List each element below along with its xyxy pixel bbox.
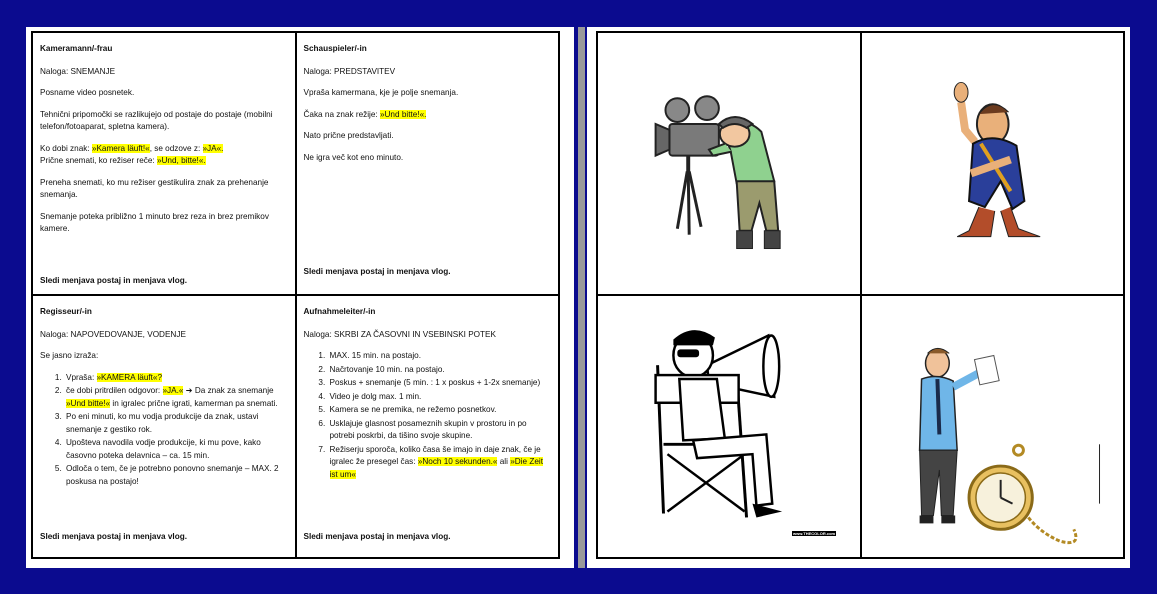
text-span: Čaka na znak režije:	[303, 109, 380, 119]
text-span: in igralec prične igrati, kamerman pa snemati.	[110, 398, 278, 408]
text-span: če dobi pritrdilen odgovor:	[66, 386, 163, 395]
timekeeper-illustration-cell	[861, 295, 1125, 558]
highlighted-phrase: »Und, bitte!«.	[156, 156, 206, 165]
list-item: 5. Kamera se ne premika, ne režemo posnetkov.	[328, 404, 553, 417]
list-item: 3. Poskus + snemanje (5 min. : 1 x poskus + 1-2x snemanje)	[328, 377, 553, 390]
card-footer: Sledi menjava postaj in menjava vlog.	[303, 266, 451, 276]
card-paragraph	[304, 109, 553, 122]
text-span: Prične snemati, ko režiser reče:	[40, 156, 157, 165]
card-paragraph: Posname video posnetek.	[40, 88, 135, 97]
list-item: 5. Odloča o tem, če je potrebno ponovno snemanje – MAX. 2 poskusa na postajo!	[64, 463, 289, 488]
list-item: 1. MAX. 15 min. na postajo.	[328, 350, 553, 363]
recorder-steps-list	[304, 350, 553, 481]
card-title: Aufnahmeleiter/-in	[303, 307, 376, 316]
highlighted-phrase: »Noch 10 sekunden.«	[417, 457, 498, 466]
card-paragraph: Se jasno izraža:	[40, 351, 99, 360]
timekeeper-illustration	[862, 296, 1124, 557]
card-task: Naloga: NAPOVEDOVANJE, VODENJE	[40, 329, 186, 339]
card-paragraph: Vpraša kamermana, kje je polje snemanja.	[303, 88, 459, 97]
director-illustration	[598, 296, 860, 557]
highlighted-phrase: »Und bitte!«.	[379, 109, 427, 119]
director-illustration-cell	[597, 295, 861, 558]
highlighted-phrase: »Kamera läuft!«	[91, 143, 150, 153]
highlighted-phrase: »Die Zeit ist um«	[329, 457, 543, 479]
highlighted-phrase: »JA«.	[202, 143, 224, 153]
list-item: 4. Upošteva navodila vodje produkcije, ki mu pove, kako časovno poteka delavnica – ca. 15 min.	[64, 437, 289, 462]
card-paragraph: Tehnični pripomočki se razlikujejo od postaje do postaje (mobilni telefon/fotoaparat, spletna kamera).	[40, 109, 273, 131]
cameraman-illustration-cell	[597, 32, 861, 295]
card-paragraph: Snemanje poteka približno 1 minuto brez reza in brez premikov kamere.	[40, 211, 269, 233]
director-steps-list	[40, 372, 289, 489]
list-item: 4. Video je dolg max. 1 min.	[328, 391, 553, 404]
card-cameraman	[32, 32, 296, 295]
card-title: Schauspieler/-in	[303, 44, 367, 53]
card-task: Naloga: SKRBI ZA ČASOVNI IN VSEBINSKI POTEK	[303, 329, 496, 339]
card-title: Kameramann/-frau	[40, 44, 113, 53]
card-footer: Sledi menjava postaj in menjava vlog.	[303, 531, 451, 541]
card-footer: Sledi menjava postaj in menjava vlog.	[40, 531, 187, 541]
actor-illustration-cell	[861, 32, 1125, 295]
list-item: 3. Po eni minuti, ko mu vodja produkcije da znak, ustavi snemanje z gestiko rok.	[64, 411, 289, 436]
card-director	[32, 295, 296, 558]
card-paragraph: Nato prične predstavljati.	[303, 131, 394, 140]
image-credit: www.THECOLOR.com	[793, 531, 836, 536]
text-span: Ko dobi znak:	[40, 143, 92, 153]
text-span: Vpraša:	[66, 372, 97, 382]
list-item	[64, 372, 289, 385]
card-actor	[296, 32, 560, 295]
card-title: Regisseur/-in	[40, 307, 92, 316]
text-span: , se odzove z:	[149, 143, 203, 153]
highlighted-phrase: »JA.«	[162, 386, 184, 395]
cameraman-illustration	[598, 33, 860, 294]
list-item: 2. Načrtovanje 10 min. na postajo.	[328, 364, 553, 377]
illustration-grid	[596, 31, 1125, 559]
role-cards-grid	[31, 31, 560, 559]
page-gutter	[578, 27, 585, 568]
highlighted-phrase: »Und bitte!«	[66, 398, 111, 408]
text-span: ➔ Da znak za snemanje	[183, 386, 274, 395]
text-span: Režiserju sporoča, koliko časa še imajo in daje znak, če je igralec že presegel čas:	[329, 444, 541, 466]
actor-illustration	[862, 33, 1124, 294]
text-span: ali	[497, 457, 511, 466]
card-paragraph: Ne igra več kot eno minuto.	[303, 152, 404, 162]
list-item	[64, 385, 289, 410]
card-task: Naloga: PREDSTAVITEV	[303, 66, 396, 76]
card-footer: Sledi menjava postaj in menjava vlog.	[40, 275, 187, 285]
list-item	[328, 444, 553, 482]
highlighted-phrase: »KAMERA läuft«?	[96, 372, 163, 382]
list-item: 6. Usklajuje glasnost posameznih skupin v prostoru in po potrebi poskrbi, da tišino svoje skupine.	[328, 418, 553, 443]
card-recorder	[296, 295, 560, 558]
card-paragraph: Preneha snemati, ko mu režiser gestikulira znak za prehenanje snemanja.	[40, 177, 269, 199]
card-paragraph	[40, 143, 289, 168]
card-task: Naloga: SNEMANJE	[40, 66, 116, 76]
